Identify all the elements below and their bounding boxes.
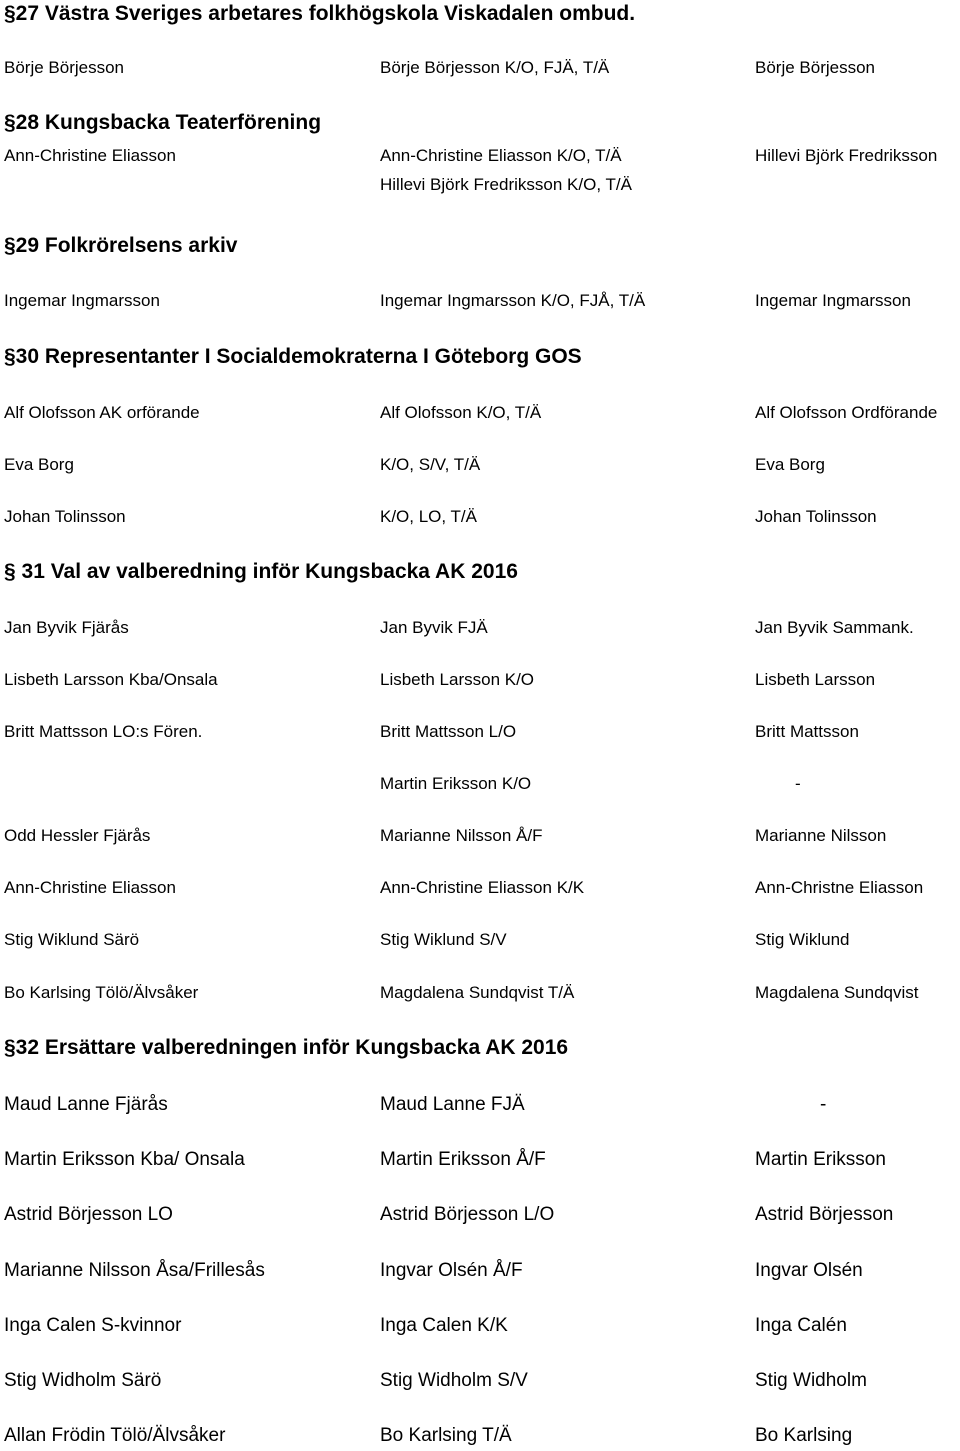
table-row <box>0 721 960 743</box>
cell: Inga Calen S-kvinnor <box>4 1315 182 1336</box>
cell: Astrid Börjesson <box>755 1204 894 1225</box>
cell: - <box>820 1094 827 1115</box>
section-heading-28: §28 Kungsbacka Teaterförening <box>4 111 322 134</box>
section-heading-32: §32 Ersättare valberedningen inför Kungsbacka AK 2016 <box>4 1036 569 1059</box>
cell: Jan Byvik FJÄ <box>380 618 488 637</box>
table-row <box>0 773 960 795</box>
cell: Hillevi Björk Fredriksson <box>755 146 938 165</box>
table-row <box>0 1092 960 1118</box>
table-row <box>0 1423 960 1449</box>
cell: Bo Karlsing Tölö/Älvsåker <box>4 983 199 1002</box>
table-row <box>0 290 960 312</box>
table-row <box>0 1258 960 1284</box>
cell: Martin Eriksson Å/F <box>380 1149 546 1170</box>
cell: Lisbeth Larsson Kba/Onsala <box>4 670 218 689</box>
cell: Stig Widholm Särö <box>4 1370 162 1391</box>
cell: Astrid Börjesson LO <box>4 1204 173 1225</box>
table-row <box>0 877 960 899</box>
section-heading-30: §30 Representanter I Socialdemokraterna I Göteborg GOS <box>4 345 582 368</box>
cell: Stig Wiklund Särö <box>4 930 140 949</box>
cell: Magdalena Sundqvist T/Ä <box>380 983 575 1002</box>
cell: Alf Olofsson Ordförande <box>755 403 938 422</box>
cell: Jan Byvik Sammank. <box>755 618 914 637</box>
cell: Ann-Christine Eliasson <box>4 878 176 897</box>
table-row <box>0 454 960 476</box>
cell: Eva Borg <box>4 455 74 474</box>
cell: Allan Frödin Tölö/Älvsåker <box>4 1425 226 1446</box>
section-heading-29: §29 Folkrörelsens arkiv <box>4 234 238 257</box>
table-row <box>0 506 960 528</box>
cell: Bo Karlsing T/Ä <box>380 1425 512 1446</box>
cell: Stig Widholm <box>755 1370 867 1391</box>
cell: Börje Börjesson K/O, FJÄ, T/Ä <box>380 58 610 77</box>
table-row <box>0 57 960 79</box>
table-row <box>0 145 960 167</box>
cell: Bo Karlsing <box>755 1425 853 1446</box>
cell: Ingvar Olsén <box>755 1260 863 1281</box>
cell: Marianne Nilsson Åsa/Frillesås <box>4 1260 265 1281</box>
table-row <box>0 1202 960 1228</box>
cell: Astrid Börjesson L/O <box>380 1204 555 1225</box>
cell: Stig Wiklund S/V <box>380 930 507 949</box>
cell: Börje Börjesson <box>755 58 876 77</box>
cell: Ingemar Ingmarsson K/O, FJÅ, T/Ä <box>380 291 646 310</box>
cell: Hillevi Björk Fredriksson K/O, T/Ä <box>380 175 632 194</box>
table-row <box>0 929 960 951</box>
section-heading-31: § 31 Val av valberedning inför Kungsbacka AK 2016 <box>4 560 518 583</box>
cell: Martin Eriksson <box>755 1149 886 1170</box>
cell: Stig Wiklund <box>755 930 850 949</box>
cell: Maud Lanne FJÄ <box>380 1094 525 1115</box>
cell: Ingvar Olsén Å/F <box>380 1260 523 1281</box>
cell: Martin Eriksson K/O <box>380 774 532 793</box>
table-row <box>0 982 960 1004</box>
cell: Stig Widholm S/V <box>380 1370 528 1391</box>
cell: Jan Byvik Fjärås <box>4 618 129 637</box>
cell: Ann-Christine Eliasson K/K <box>380 878 585 897</box>
cell: Ann-Christne Eliasson <box>755 878 924 897</box>
cell: Inga Calen K/K <box>380 1315 508 1336</box>
cell: Britt Mattsson LO:s Fören. <box>4 722 203 741</box>
cell: Alf Olofsson K/O, T/Ä <box>380 403 542 422</box>
cell: Maud Lanne Fjärås <box>4 1094 168 1115</box>
cell: Britt Mattsson <box>755 722 859 741</box>
cell: K/O, S/V, T/Ä <box>380 455 481 474</box>
cell: Johan Tolinsson <box>4 507 126 526</box>
table-row <box>0 617 960 639</box>
table-row <box>0 1368 960 1394</box>
cell: Johan Tolinsson <box>755 507 877 526</box>
section-heading-27: §27 Västra Sveriges arbetares folkhögskola Viskadalen ombud. <box>4 2 636 25</box>
cell: Magdalena Sundqvist <box>755 983 919 1002</box>
cell: Ann-Christine Eliasson K/O, T/Ä <box>380 146 622 165</box>
cell: Marianne Nilsson <box>755 826 887 845</box>
table-row <box>0 174 960 196</box>
cell: Marianne Nilsson Å/F <box>380 826 543 845</box>
cell: Ann-Christine Eliasson <box>4 146 176 165</box>
table-row <box>0 402 960 424</box>
table-row <box>0 1313 960 1339</box>
cell: Inga Calén <box>755 1315 847 1336</box>
cell: K/O, LO, T/Ä <box>380 507 477 526</box>
cell: Martin Eriksson Kba/ Onsala <box>4 1149 245 1170</box>
table-row <box>0 669 960 691</box>
cell: Lisbeth Larsson K/O <box>380 670 535 689</box>
cell: Lisbeth Larsson <box>755 670 876 689</box>
cell: Eva Borg <box>755 455 825 474</box>
table-row <box>0 1147 960 1173</box>
cell: Britt Mattsson L/O <box>380 722 517 741</box>
cell: Börje Börjesson <box>4 58 125 77</box>
cell: - <box>795 774 801 793</box>
cell: Alf Olofsson AK orförande <box>4 403 200 422</box>
cell: Odd Hessler Fjärås <box>4 826 151 845</box>
cell: Ingemar Ingmarsson <box>4 291 160 310</box>
cell: Ingemar Ingmarsson <box>755 291 911 310</box>
table-row <box>0 825 960 847</box>
